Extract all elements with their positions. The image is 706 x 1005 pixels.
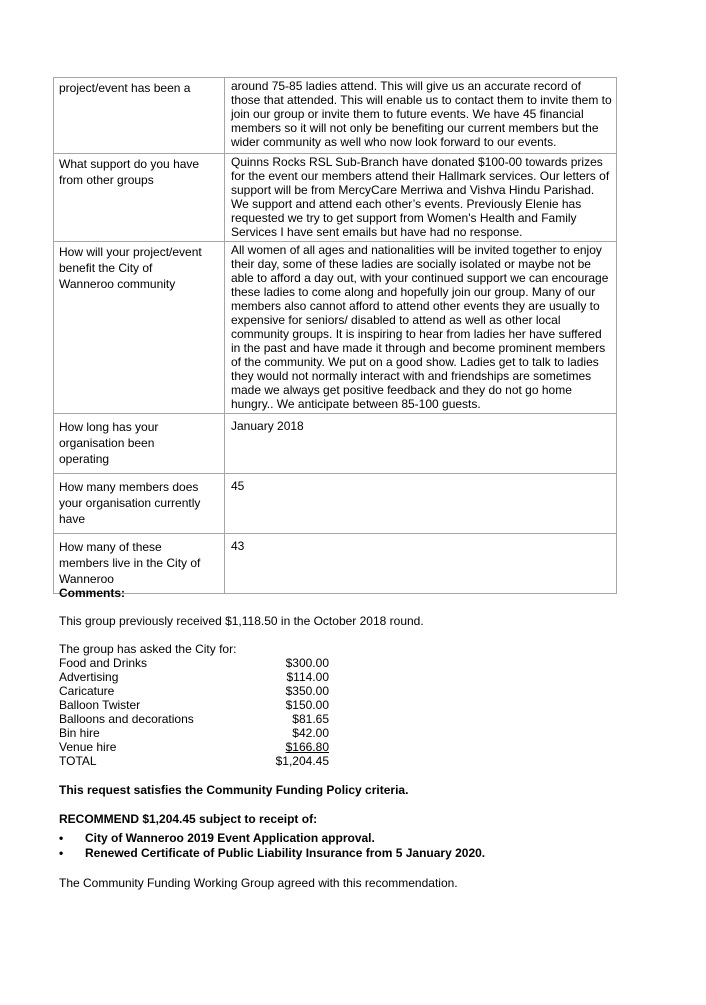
request-item <box>59 698 329 712</box>
table-row <box>54 534 617 594</box>
question-cell <box>54 414 225 474</box>
request-item-amount-value: $81.65 <box>292 712 329 726</box>
request-item-label: Venue hire <box>59 740 117 754</box>
request-item-amount-value: $350.00 <box>285 684 329 698</box>
answer-line: in the past and have made it through and become prominent members <box>231 341 606 355</box>
condition-item <box>59 831 485 846</box>
request-item-amount-value: $300.00 <box>285 656 329 670</box>
answer-line: 45 <box>231 479 245 493</box>
request-item-label: Bin hire <box>59 726 100 740</box>
question-cell <box>54 154 225 242</box>
answer-line: Services I have sent emails but have had no response. <box>231 225 523 239</box>
request-item-amount <box>259 698 329 712</box>
recommendation-heading: RECOMMEND $1,204.45 subject to receipt of: <box>59 812 318 826</box>
comments-heading: Comments: <box>59 586 126 600</box>
answer-line: January 2018 <box>231 419 304 433</box>
question-cell <box>54 242 225 414</box>
question-line: operating <box>59 452 110 466</box>
answer-cell <box>225 154 617 242</box>
previous-funding-text: This group previously received $1,118.50 in the October 2018 round. <box>59 614 424 628</box>
question-line: benefit the City of <box>59 261 153 275</box>
request-item <box>59 656 329 670</box>
answer-line: community groups. It is inspiring to hear from ladies her have suffered <box>231 327 602 341</box>
request-item-amount-value: $166.80 <box>285 740 329 754</box>
answer-line: their day, some of these ladies are socially isolated or maybe not be <box>231 257 591 271</box>
request-item-amount <box>259 670 329 684</box>
question-line: How many of these <box>59 540 162 554</box>
question-line: members live in the City of <box>59 556 201 570</box>
answer-line: We support and attend each other’s events. Previously Elenie has <box>231 197 582 211</box>
request-item <box>59 754 329 768</box>
request-intro: The group has asked the City for: <box>59 642 237 656</box>
answer-line: Quinns Rocks RSL Sub-Branch have donated $100-00 towards prizes <box>231 155 603 169</box>
answer-line: 43 <box>231 539 245 553</box>
condition-text: Renewed Certificate of Public Liability Insurance from 5 January 2020. <box>85 846 486 860</box>
question-line: How many members does <box>59 480 199 494</box>
table-row <box>54 414 617 474</box>
request-item <box>59 740 329 754</box>
bullet-icon: • <box>59 831 64 845</box>
answer-line: All women of all ages and nationalities will be invited together to enjoy <box>231 243 602 257</box>
request-item-amount <box>259 712 329 726</box>
request-breakdown <box>59 656 329 768</box>
answer-line: these ladies to come along and hopefully join our group. Many of our <box>231 285 596 299</box>
question-line: project/event has been a <box>59 81 191 95</box>
request-item <box>59 712 329 726</box>
request-item-amount <box>259 726 329 740</box>
answer-cell <box>225 78 617 154</box>
answer-line: members also cannot afford to attend other events they are usually to <box>231 299 600 313</box>
request-item-amount <box>259 754 329 768</box>
answer-line: made we always get positive feedback and they do not go home <box>231 383 572 397</box>
request-item-amount <box>259 684 329 698</box>
request-item-amount <box>259 656 329 670</box>
criteria-statement: This request satisfies the Community Funding Policy criteria. <box>59 783 409 797</box>
answer-line: requested we try to get support from Women's Health and Family <box>231 211 577 225</box>
answer-line: those that attended. This will enable us to contact them to invite them to <box>231 93 612 107</box>
answer-line: they would not normally interact with and friendships are sometimes <box>231 369 592 383</box>
question-cell <box>54 78 225 154</box>
answer-cell <box>225 242 617 414</box>
question-line: organisation been <box>59 436 155 450</box>
answer-cell <box>225 534 617 594</box>
request-item-amount-value: $114.00 <box>286 670 329 684</box>
question-line: How long has your <box>59 420 159 434</box>
answer-cell <box>225 474 617 534</box>
request-item-amount-value: $150.00 <box>285 698 329 712</box>
conditions-list <box>59 831 485 861</box>
answer-line: join our group or invite them to future events. We have 45 financial <box>231 107 584 121</box>
condition-item <box>59 846 485 861</box>
question-cell <box>54 534 225 594</box>
request-item <box>59 684 329 698</box>
question-line: have <box>59 512 86 526</box>
application-table <box>53 77 617 594</box>
table-row <box>54 154 617 242</box>
request-item <box>59 726 329 740</box>
answer-line: around 75-85 ladies attend. This will give us an accurate record of <box>231 79 581 93</box>
answer-line: able to afford a day out, with your continued support we can encourage <box>231 271 609 285</box>
question-line: Wanneroo <box>59 572 114 586</box>
request-item-amount <box>259 740 329 754</box>
request-item <box>59 670 329 684</box>
request-item-label: Balloon Twister <box>59 698 141 712</box>
request-item-label: Advertising <box>59 670 119 684</box>
answer-line: for the event our members attend their Hallmark services. Our letters of <box>231 169 610 183</box>
table-row <box>54 474 617 534</box>
answer-line: expensive for seniors/ disabled to attend as well as other local <box>231 313 561 327</box>
answer-line: support will be from MercyCare Merriwa and Vishva Hindu Parishad. <box>231 183 595 197</box>
answer-line: members so it will not only be benefiting our current members but the <box>231 121 599 135</box>
request-item-amount-value: $42.00 <box>292 726 329 740</box>
condition-text: City of Wanneroo 2019 Event Application approval. <box>85 831 375 845</box>
question-line: your organisation currently <box>59 496 201 510</box>
request-item-label: Caricature <box>59 684 115 698</box>
question-cell <box>54 474 225 534</box>
table-row <box>54 78 617 154</box>
request-item-label: TOTAL <box>59 754 97 768</box>
request-item-label: Balloons and decorations <box>59 712 194 726</box>
table-row <box>54 242 617 414</box>
bullet-icon: • <box>59 846 64 860</box>
answer-cell <box>225 414 617 474</box>
closing-statement: The Community Funding Working Group agreed with this recommendation. <box>59 876 458 890</box>
question-line: from other groups <box>59 173 154 187</box>
request-item-amount-value: $1,204.45 <box>275 754 329 768</box>
question-line: What support do you have <box>59 157 200 171</box>
question-line: Wanneroo community <box>59 277 176 291</box>
request-item-label: Food and Drinks <box>59 656 148 670</box>
answer-line: hungry.. We anticipate between 85-100 guests. <box>231 397 481 411</box>
question-line: How will your project/event <box>59 245 202 259</box>
answer-line: wider community as well who now look forward to our events. <box>231 135 557 149</box>
answer-line: of the community. We put on a good show. Ladies get to talk to ladies <box>231 355 599 369</box>
